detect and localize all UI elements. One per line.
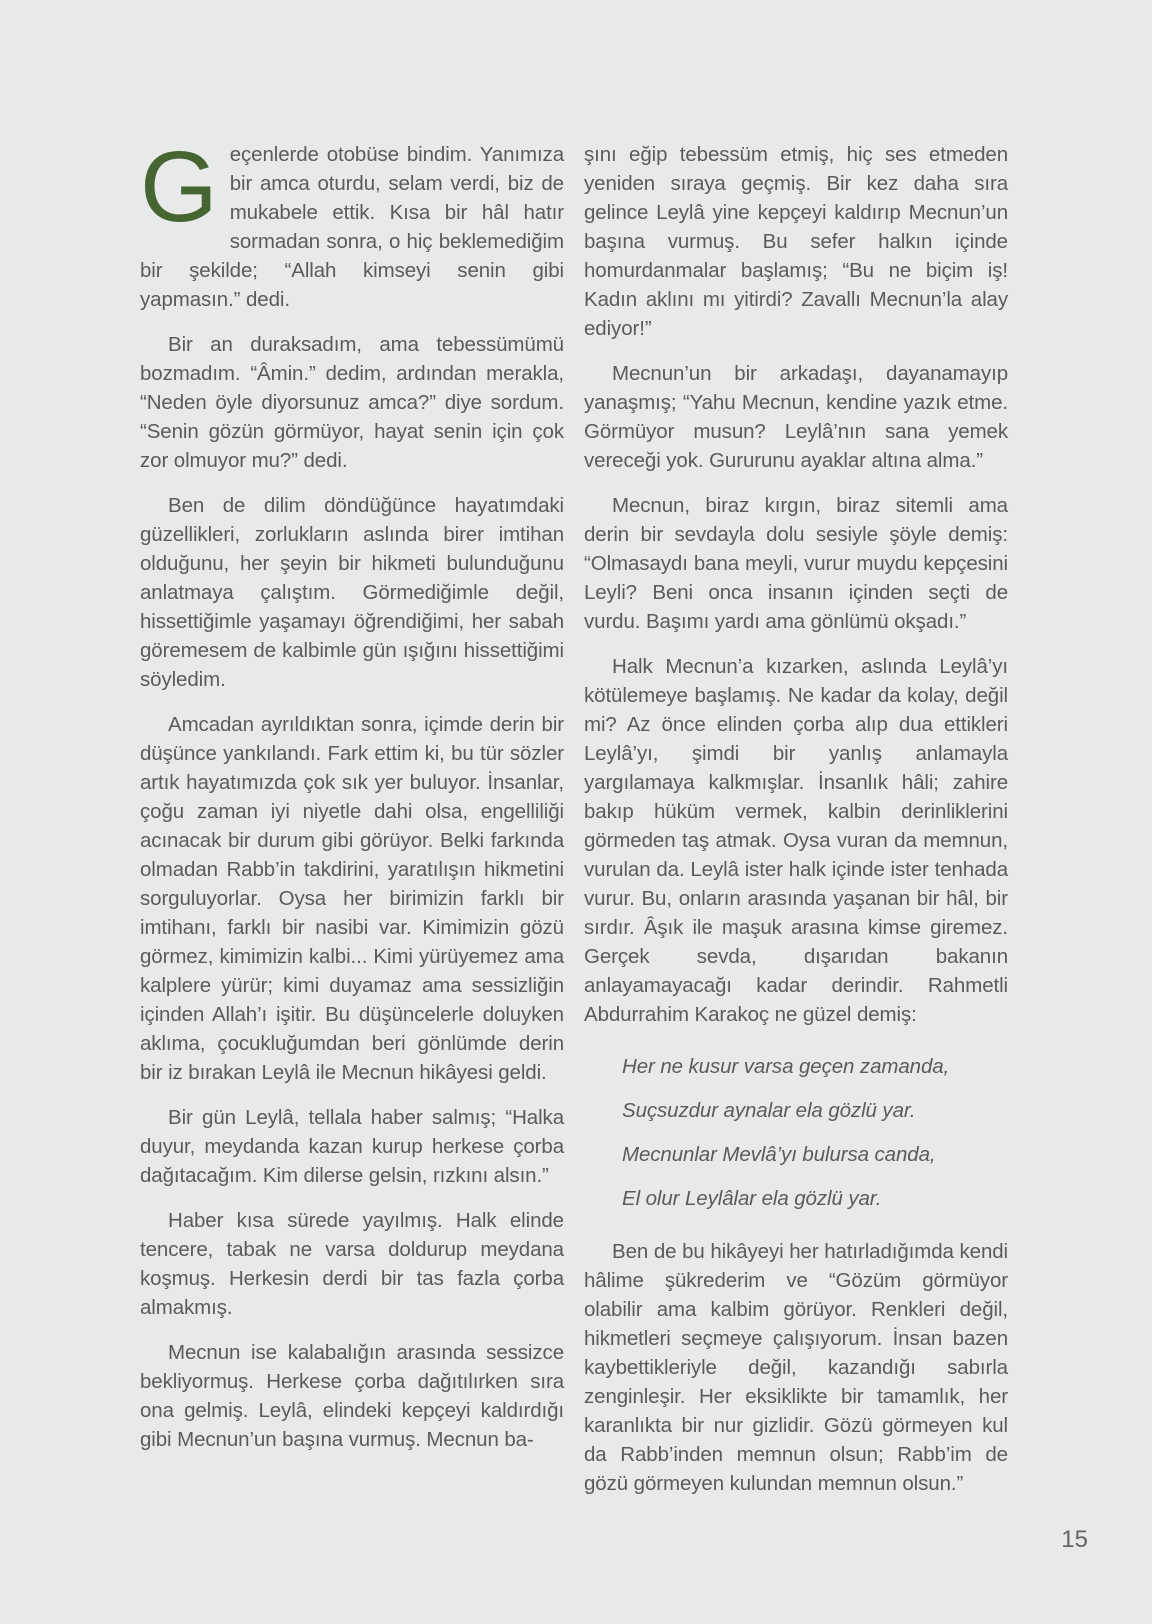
drop-cap-letter: G <box>140 131 218 243</box>
paragraph: Halk Mecnun’a kızarken, aslında Leylâ’yı kötülemeye başlamış. Ne kadar da kolay, değil mi? Az önce elinden çorba alıp dua ettikleri Leylâ’yı, şimdi bir yanlış anlamayla yargılamaya kalkmışlar. İnsanlık hâli; zahire bakıp hüküm vermek, kalbin derinliklerini görmeden taş atmak. Oysa vuran da memnun, vurulan da. Leylâ ister halk içinde ister tenhada vurur. Bu, onların arasında yaşanan bir hâl, bir sırdır. Âşık ile maşuk arasına kimse giremez. Gerçek sevda, dışarıdan bakanın anlayamayacağı kadar derindir. Rahmetli Abdurrahim Karakoç ne güzel demiş: <box>584 655 1008 1026</box>
poem-quote <box>622 1045 1008 1221</box>
paragraph: Bir an duraksadım, ama tebessümümü bozmadım. “Âmin.” dedim, ardından merakla, “Neden öyle diyorsunuz amca?” diye sordum. “Senin gözün görmüyor, hayat senin için çok zor olmuyor mu?” dedi. <box>140 333 564 472</box>
paragraph: Ben de bu hikâyeyi her hatırladığımda kendi hâlime şükrederim ve “Gözüm görmüyor olabilir ama kalbim görüyor. Renkleri değil, hikmetleri seçmeye çalışıyorum. İnsan bazen kaybettikleriyle değil, kazandığı sabırla zenginleşir. Her eksiklikte bir tamamlık, her karanlıkta bir nur gizlidir. Gözü görmeyen kul da Rabb’inden memnun olsun; Rabb’im de gözü görmeyen kulundan memnun olsun.” <box>584 1240 1008 1495</box>
paragraph: Bir gün Leylâ, tellala haber salmış; “Halka duyur, meydanda kazan kurup herkese çorba dağıtacağım. Kim dilerse gelsin, rızkını alsın.” <box>140 1106 564 1187</box>
poem-line: El olur Leylâlar ela gözlü yar. <box>622 1187 882 1210</box>
paragraph: Geçenlerde otobüse bindim. Yanımıza bir amca oturdu, selam verdi, biz de mukabele ettik. Kısa bir hâl hatır sormadan sonra, o hiç beklemediğim bir şekilde; “Allah kimseyi senin gibi yapmasın.” dedi. <box>140 131 564 311</box>
text-column-right <box>584 140 1008 1514</box>
article-body <box>140 131 1008 1514</box>
page-number: 15 <box>1061 1526 1088 1553</box>
paragraph: şını eğip tebessüm etmiş, hiç ses etmeden yeniden sıraya geçmiş. Bir kez daha sıra gelince Leylâ yine kepçeyi kaldırıp Mecnun’un başına vurmuş. Bu sefer halkın içinde homurdanmalar başlamış; “Bu ne biçim iş! Kadın aklını mı yitirdi? Zavallı Mecnun’la alay ediyor!” <box>584 143 1008 340</box>
text-column-left <box>140 131 564 1514</box>
paragraph: Mecnun, biraz kırgın, biraz sitemli ama derin bir sevdayla dolu sesiyle şöyle demiş: “Olmasaydı bana meyli, vurur muydu kepçesini Leyli? Beni onca insanın içinden seçti de vurdu. Başımı yardı ama gönlümü okşadı.” <box>584 494 1008 633</box>
poem-line: Suçsuzdur aynalar ela gözlü yar. <box>622 1099 916 1122</box>
paragraph: Ben de dilim döndüğünce hayatımdaki güzellikleri, zorlukların aslında birer imtihan olduğunu, her şeyin bir hikmeti bulunduğunu anlatmaya çalıştım. Görmediğimle değil, hissettiğimle yaşamayı öğrendiğimi, her sabah göremesem de kalbimle gün ışığını hissettiğimi söyledim. <box>140 494 564 691</box>
poem-line: Her ne kusur varsa geçen zamanda, <box>622 1055 950 1078</box>
paragraph: Haber kısa sürede yayılmış. Halk elinde tencere, tabak ne varsa doldurup meydana koşmuş. Herkesin derdi bir tas fazla çorba almakmış. <box>140 1209 564 1319</box>
paragraph: Amcadan ayrıldıktan sonra, içimde derin bir düşünce yankılandı. Fark ettim ki, bu tür sözler artık hayatımızda çok sık yer buluyor. İnsanlar, çoğu zaman iyi niyetle dahi olsa, engelliliği acınacak bir durum gibi görüyor. Belki farkında olmadan Rabb’in takdirini, yaratılışın hikmetini sorguluyorlar. Oysa her birimizin farklı bir imtihanı, farklı bir nasibi var. Kimimizin gözü görmez, kimimizin kalbi... Kimi yürüyemez ama kalplere yürür; kimi duyamaz ama sessizliğin içinden Allah’ı işitir. Bu düşüncelerle doluyken aklıma, çocukluğumdan beri gönlümde derin bir iz bırakan Leylâ ile Mecnun hikâyesi geldi. <box>140 713 564 1084</box>
poem-line: Mecnunlar Mevlâ’yı bulursa canda, <box>622 1143 936 1166</box>
paragraph: Mecnun ise kalabalığın arasında sessizce bekliyormuş. Herkese çorba dağıtılırken sıra ona gelmiş. Leylâ, elindeki kepçeyi kaldırdığı gibi Mecnun’un başına vurmuş. Mecnun ba- <box>140 1341 564 1451</box>
paragraph: Mecnun’un bir arkadaşı, dayanamayıp yanaşmış; “Yahu Mecnun, kendine yazık etme. Görmüyor musun? Leylâ’nın sana yemek vereceği yok. Gururunu ayaklar altına alma.” <box>584 362 1008 472</box>
